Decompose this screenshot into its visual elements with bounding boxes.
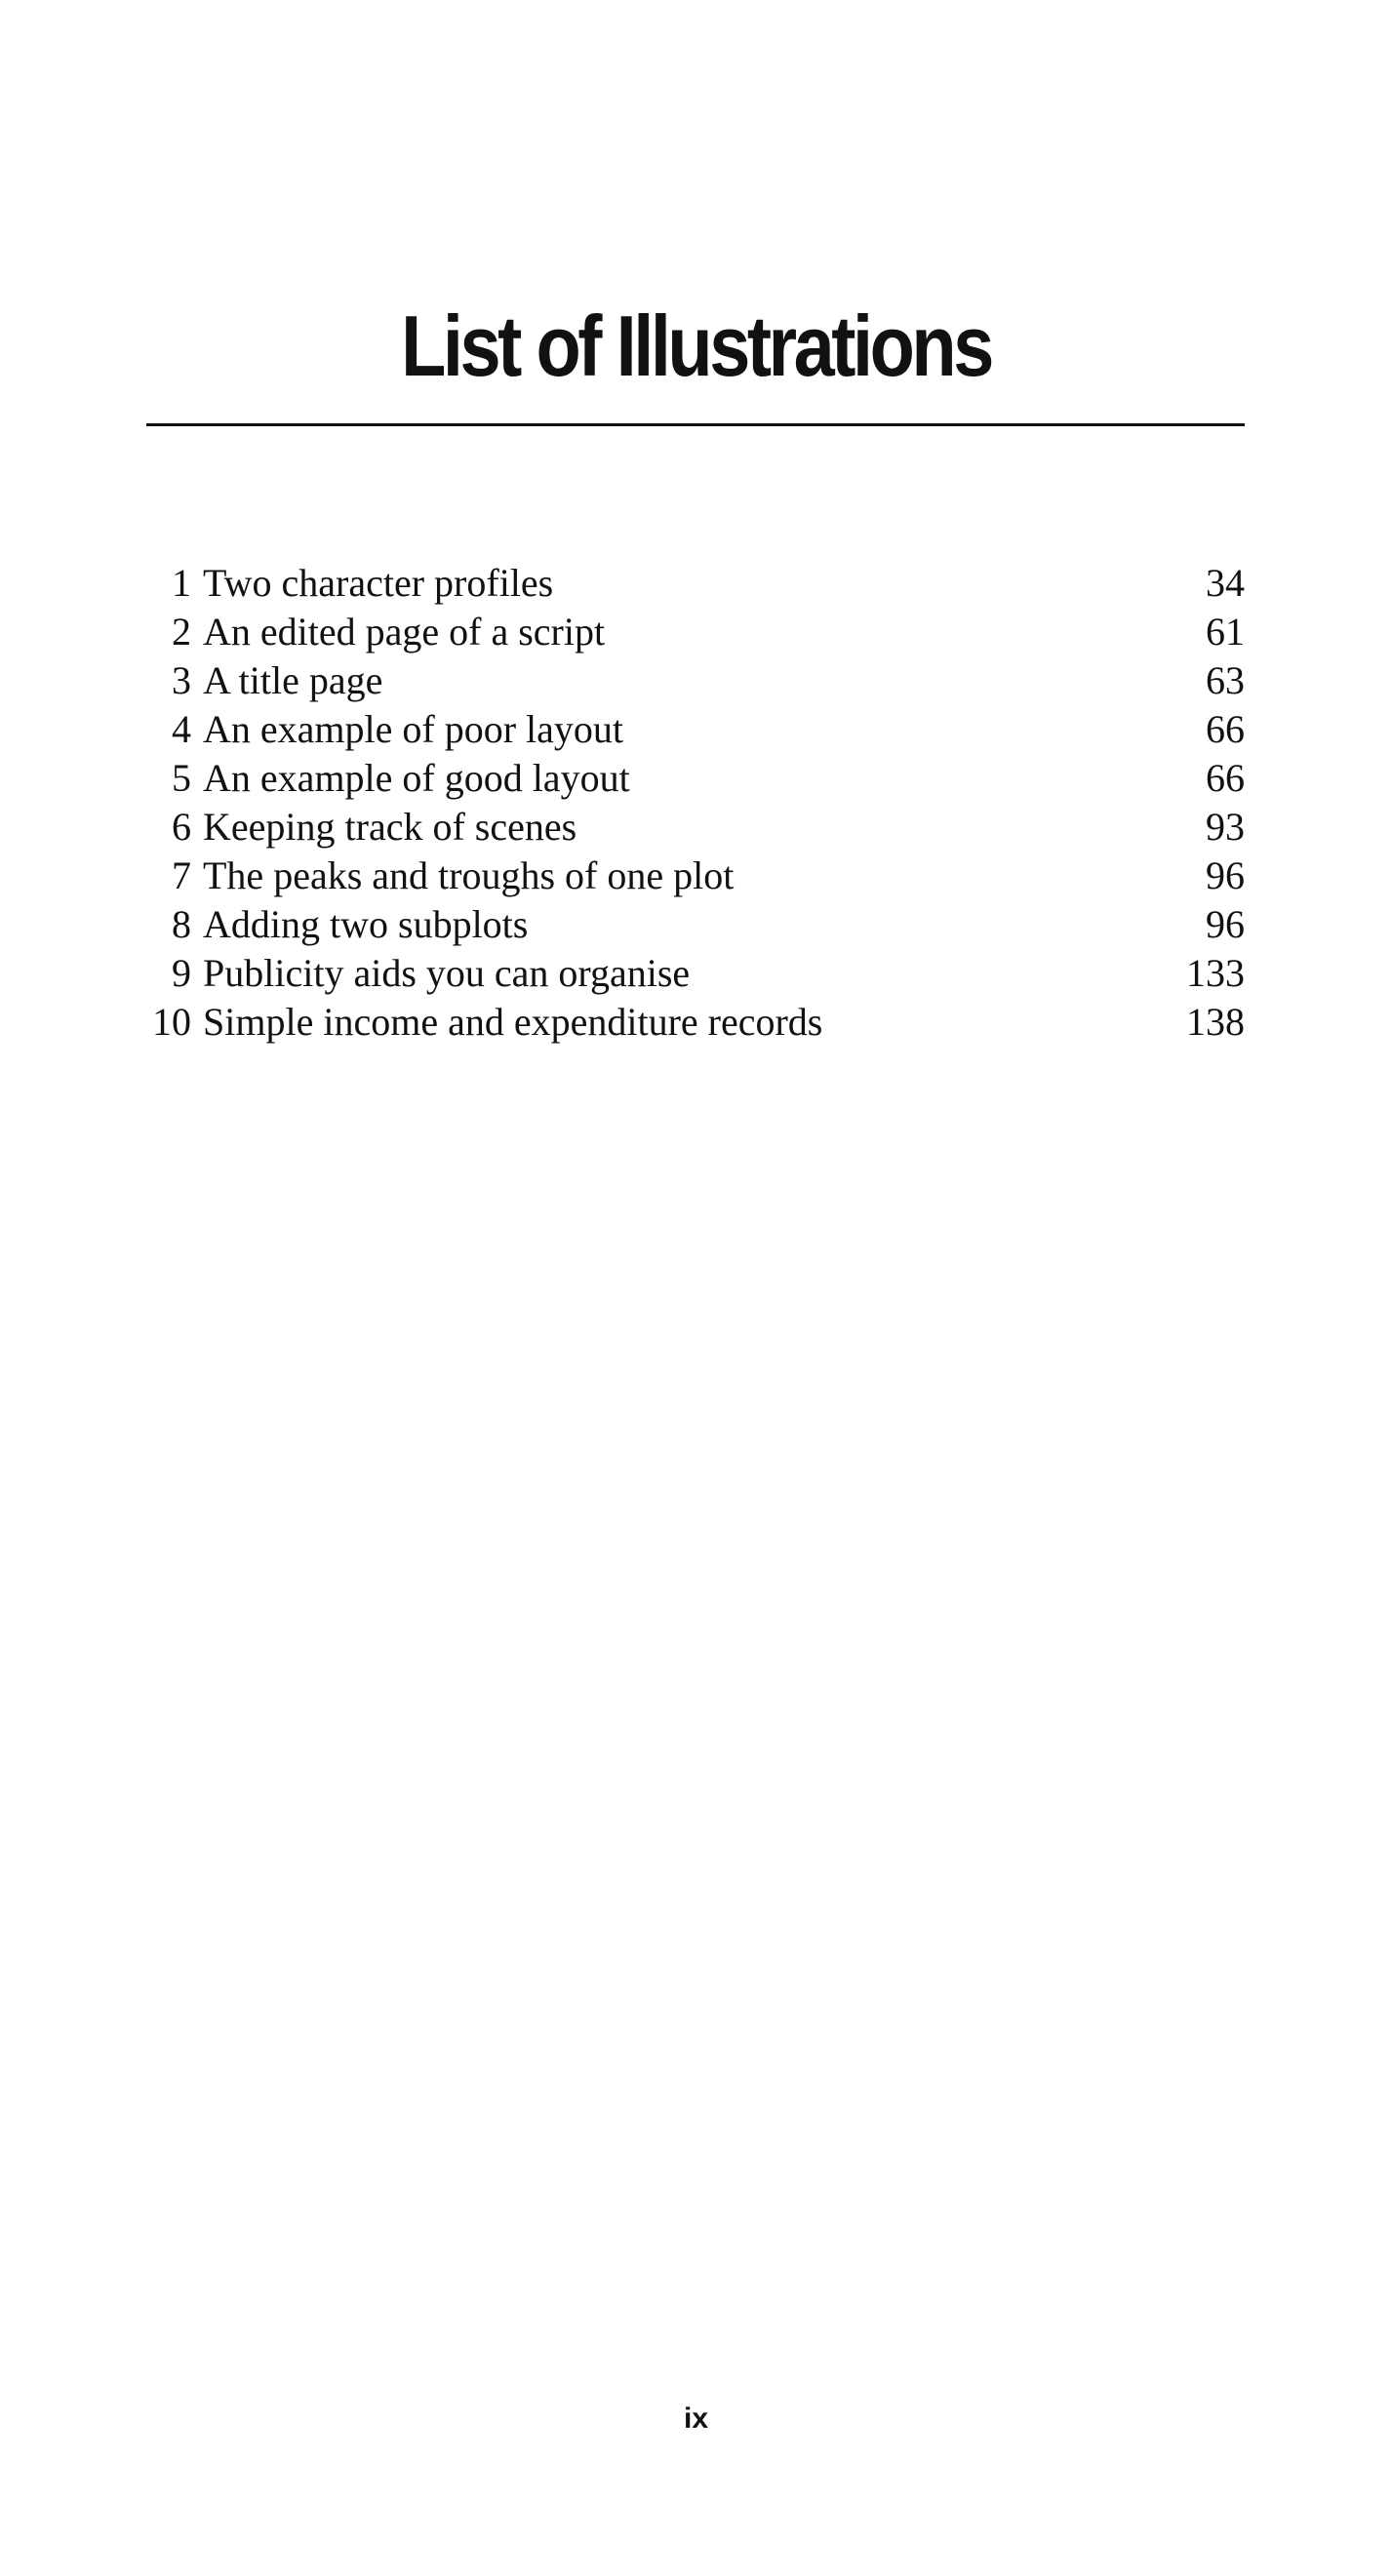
illustration-title: An edited page of a script <box>203 610 606 654</box>
illustration-number: 7 <box>172 853 191 897</box>
illustration-page: 34 <box>1206 561 1245 605</box>
list-item <box>146 754 1245 803</box>
illustration-page: 66 <box>1206 707 1245 751</box>
list-item <box>146 852 1245 900</box>
illustration-number: 9 <box>172 951 191 995</box>
illustration-title: A title page <box>203 658 383 702</box>
list-item <box>146 949 1245 998</box>
illustration-number: 8 <box>172 902 191 946</box>
illustration-page: 96 <box>1206 902 1245 946</box>
illustration-page: 138 <box>1186 1000 1245 1044</box>
page-number: ix <box>683 2402 709 2435</box>
illustration-title: Two character profiles <box>203 561 554 605</box>
illustration-page: 93 <box>1206 805 1245 849</box>
list-item <box>146 803 1245 852</box>
illustrations-list <box>146 559 1245 1047</box>
list-item <box>146 900 1245 949</box>
illustration-page: 61 <box>1206 610 1245 654</box>
list-item <box>146 705 1245 754</box>
illustration-number: 5 <box>172 756 191 800</box>
illustration-title: The peaks and troughs of one plot <box>203 853 735 897</box>
illustration-title: Simple income and expenditure records <box>203 1000 823 1044</box>
illustration-number: 3 <box>172 658 191 702</box>
illustration-title: Adding two subplots <box>203 902 529 946</box>
list-item <box>146 559 1245 608</box>
illustration-title: An example of poor layout <box>203 707 623 751</box>
list-item <box>146 608 1245 656</box>
illustration-page: 63 <box>1206 658 1245 702</box>
illustration-number: 4 <box>172 707 191 751</box>
illustration-number: 6 <box>172 805 191 849</box>
illustration-page: 66 <box>1206 756 1245 800</box>
illustration-page: 96 <box>1206 853 1245 897</box>
illustration-number: 1 <box>172 561 191 605</box>
illustration-title: An example of good layout <box>203 756 630 800</box>
title-divider <box>146 423 1245 426</box>
page-title: List of Illustrations <box>401 297 991 394</box>
illustration-title: Publicity aids you can organise <box>203 951 691 995</box>
illustration-title: Keeping track of scenes <box>203 805 577 849</box>
list-item <box>146 998 1245 1047</box>
illustration-number: 10 <box>152 1000 191 1044</box>
list-item <box>146 656 1245 705</box>
illustration-number: 2 <box>172 610 191 654</box>
illustration-page: 133 <box>1186 951 1245 995</box>
